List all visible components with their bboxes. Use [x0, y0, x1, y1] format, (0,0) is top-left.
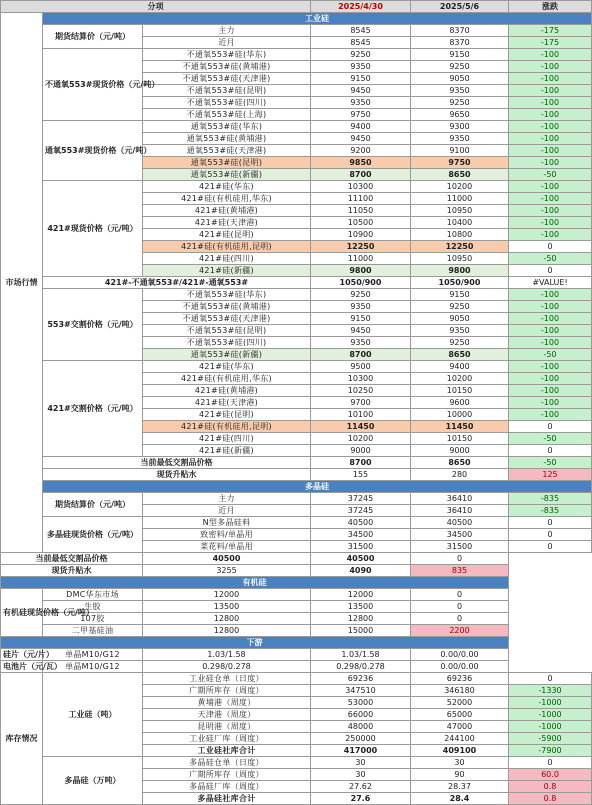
row-label: 不通氧553#硅(黄埔港)	[143, 61, 311, 73]
table-row	[1, 493, 592, 505]
change-value: -100	[509, 109, 592, 121]
row-label: 天津港（周度）	[143, 709, 311, 721]
row-label: 421#硅(天津港)	[143, 217, 311, 229]
change-value: -100	[509, 205, 592, 217]
value-date-2: 9250	[411, 97, 509, 109]
change-value: -1000	[509, 721, 592, 733]
value-date-2: 8650	[411, 457, 509, 469]
section-label: 不通氧553#现货价格（元/吨）	[43, 49, 143, 121]
group-inventory: 库存情况	[1, 673, 43, 805]
header-row	[1, 1, 592, 13]
value-date-1: 155	[311, 469, 411, 481]
value-date-2: 9150	[411, 49, 509, 61]
change-value: -835	[509, 505, 592, 517]
band-row	[1, 13, 592, 25]
value-date-2: 52000	[411, 697, 509, 709]
value-date-2: 40500	[311, 553, 411, 565]
value-date-2: 10950	[411, 205, 509, 217]
row-label: 当前最低交割品价格	[1, 553, 143, 565]
value-date-1: 11450	[311, 421, 411, 433]
change-value: 0	[411, 601, 509, 613]
value-date-1: 0.298/0.278	[143, 661, 311, 673]
value-date-2: 9250	[411, 61, 509, 73]
row-label: 现货升贴水	[1, 565, 143, 577]
row-label: 不通氧553#硅(上海)	[143, 109, 311, 121]
change-value: 0	[509, 757, 592, 769]
section-label: 有机硅现货价格（元/吨）	[1, 589, 43, 637]
value-date-1: 12000	[143, 589, 311, 601]
section-label: 工业硅（吨）	[43, 673, 143, 757]
row-label: N型多晶硅料	[143, 517, 311, 529]
summary-row	[1, 469, 592, 481]
value-date-1: 9350	[311, 97, 411, 109]
value-date-2: 9350	[411, 325, 509, 337]
value-date-1: 40500	[143, 553, 311, 565]
band-poly: 多晶硅	[43, 481, 592, 493]
row-label: 通氧553#硅(新疆)	[143, 169, 311, 181]
value-date-2: 10200	[411, 181, 509, 193]
row-label: 黄埔港（周度）	[143, 697, 311, 709]
value-date-1: 9450	[311, 133, 411, 145]
row-label: 107胶	[43, 613, 143, 625]
value-date-1: 9000	[311, 445, 411, 457]
value-date-2: 10150	[411, 385, 509, 397]
change-value: 0	[509, 445, 592, 457]
value-date-2: 9650	[411, 109, 509, 121]
change-value: -1330	[509, 685, 592, 697]
value-date-2: 9350	[411, 133, 509, 145]
row-label: 不通氧553#硅(四川)	[143, 97, 311, 109]
change-value: 0.00/0.00	[411, 649, 509, 661]
change-value: 0.8	[509, 781, 592, 793]
row-label: 工业硅仓单（日度）	[143, 673, 311, 685]
row-label: 421#硅(华东)	[143, 181, 311, 193]
section-label: 多晶硅现货价格（元/吨）	[43, 517, 143, 553]
change-value: -100	[509, 217, 592, 229]
row-label: 421#硅(四川)	[143, 253, 311, 265]
change-value: 835	[411, 565, 509, 577]
row-label: 生胶	[43, 601, 143, 613]
row-label: 多晶硅厂库（周度）	[143, 781, 311, 793]
row-label: 421#-不通氧553#/421#-通氧553#	[43, 277, 311, 289]
header-date-1: 2025/4/30	[311, 1, 411, 13]
value-date-2: 346180	[411, 685, 509, 697]
value-date-1: 8700	[311, 169, 411, 181]
value-date-2: 36410	[411, 505, 509, 517]
row-label: 工业硅社库合计	[143, 745, 311, 757]
row-label: 通氧553#硅(天津港)	[143, 145, 311, 157]
value-date-2: 28.4	[411, 793, 509, 805]
value-date-1: 69236	[311, 673, 411, 685]
header-change: 涨跌	[509, 1, 592, 13]
table-row	[1, 289, 592, 301]
value-date-1: 9700	[311, 397, 411, 409]
value-date-2: 10150	[411, 433, 509, 445]
value-date-2: 0.298/0.278	[311, 661, 411, 673]
row-label: 单晶M10/G12	[43, 661, 143, 673]
change-value: -100	[509, 61, 592, 73]
change-value: -100	[509, 193, 592, 205]
value-date-1: 11050	[311, 205, 411, 217]
spread-row	[1, 277, 592, 289]
value-date-1: 1.03/1.58	[143, 649, 311, 661]
value-date-1: 13500	[143, 601, 311, 613]
value-date-2: 1.03/1.58	[311, 649, 411, 661]
change-value: -50	[509, 169, 592, 181]
table-row	[1, 601, 592, 613]
value-date-2: 90	[411, 769, 509, 781]
value-date-1: 37245	[311, 493, 411, 505]
change-value: -100	[509, 145, 592, 157]
row-label: 不通氧553#硅(天津港)	[143, 313, 311, 325]
value-date-2: 12800	[311, 613, 411, 625]
value-date-1: 11000	[311, 253, 411, 265]
row-label: 主力	[143, 493, 311, 505]
table-row	[1, 757, 592, 769]
value-date-2: 10800	[411, 229, 509, 241]
value-date-1: 8545	[311, 37, 411, 49]
value-date-2: 36410	[411, 493, 509, 505]
value-date-2: 34500	[411, 529, 509, 541]
table-row	[1, 361, 592, 373]
change-value: 0	[411, 589, 509, 601]
value-date-2: 9600	[411, 397, 509, 409]
value-date-1: 12800	[143, 613, 311, 625]
value-date-2: 10950	[411, 253, 509, 265]
value-date-1: 10900	[311, 229, 411, 241]
value-date-1: 9750	[311, 109, 411, 121]
value-date-1: 9350	[311, 337, 411, 349]
row-label: 通氧553#硅(华东)	[143, 121, 311, 133]
row-label: 421#硅(天津港)	[143, 397, 311, 409]
section-label: 期货结算价（元/吨）	[43, 493, 143, 517]
value-date-2: 8370	[411, 37, 509, 49]
header-date-2: 2025/5/6	[411, 1, 509, 13]
value-date-1: 34500	[311, 529, 411, 541]
row-label: 通氧553#硅(新疆)	[143, 349, 311, 361]
change-value: 60.0	[509, 769, 592, 781]
table-row	[1, 121, 592, 133]
section-label: 421#现货价格（元/吨）	[43, 181, 143, 277]
change-value: -100	[509, 385, 592, 397]
value-date-2: 47000	[411, 721, 509, 733]
table-row	[1, 589, 592, 601]
value-date-1: 12800	[143, 625, 311, 637]
change-value: 0.00/0.00	[411, 661, 509, 673]
value-date-1: 417000	[311, 745, 411, 757]
row-label: 现货升贴水	[43, 469, 311, 481]
value-date-1: 30	[311, 757, 411, 769]
value-date-1: 8545	[311, 25, 411, 37]
row-label: 近月	[143, 505, 311, 517]
change-value: 125	[509, 469, 592, 481]
value-date-1: 10300	[311, 181, 411, 193]
change-value: 0	[509, 421, 592, 433]
change-value: -100	[509, 361, 592, 373]
row-label: 广期所库存（周度）	[143, 685, 311, 697]
row-label: 工业硅厂库（周度）	[143, 733, 311, 745]
row-label: 多晶硅社库合计	[143, 793, 311, 805]
value-date-2: 8650	[411, 349, 509, 361]
value-date-2: 10200	[411, 373, 509, 385]
row-label: 421#硅(四川)	[143, 433, 311, 445]
value-date-1: 31500	[311, 541, 411, 553]
value-date-2: 9050	[411, 313, 509, 325]
value-date-2: 69236	[411, 673, 509, 685]
change-value: 0	[411, 553, 509, 565]
value-date-2: 10000	[411, 409, 509, 421]
value-date-1: 9450	[311, 85, 411, 97]
change-value: 0	[509, 541, 592, 553]
value-date-1: 27.6	[311, 793, 411, 805]
row-label: 421#硅(新疆)	[143, 445, 311, 457]
change-value: -100	[509, 229, 592, 241]
value-date-2: 409100	[411, 745, 509, 757]
section-label: 期货结算价（元/吨）	[43, 25, 143, 49]
row-label: 通氧553#硅(昆明)	[143, 157, 311, 169]
change-value: 0.8	[509, 793, 592, 805]
summary-row	[1, 457, 592, 469]
row-label: 不通氧553#硅(昆明)	[143, 325, 311, 337]
change-value: -1000	[509, 697, 592, 709]
summary-row	[1, 565, 592, 577]
row-label: 421#硅(新疆)	[143, 265, 311, 277]
section-label: 电池片（元/瓦）	[1, 661, 43, 673]
change-value: #VALUE!	[509, 277, 592, 289]
value-date-1: 10200	[311, 433, 411, 445]
section-label: 553#交割价格（元/吨）	[43, 289, 143, 361]
band-industrial: 工业硅	[43, 13, 592, 25]
change-value: -100	[509, 337, 592, 349]
section-label: 多晶硅（万吨）	[43, 757, 143, 805]
value-date-2: 40500	[411, 517, 509, 529]
group-market: 市场行情	[1, 13, 43, 553]
change-value: -100	[509, 325, 592, 337]
value-date-1: 1050/900	[311, 277, 411, 289]
row-label: 昆明港（周度）	[143, 721, 311, 733]
value-date-1: 30	[311, 769, 411, 781]
value-date-2: 4090	[311, 565, 411, 577]
value-date-2: 31500	[411, 541, 509, 553]
row-label: 421#硅(有机硅用,华东)	[143, 193, 311, 205]
table-row	[1, 181, 592, 193]
band-silicone: 有机硅	[1, 577, 509, 589]
row-label: 二甲基硅油	[43, 625, 143, 637]
value-date-2: 9150	[411, 289, 509, 301]
band-row	[1, 637, 592, 649]
row-label: 近月	[143, 37, 311, 49]
value-date-1: 9350	[311, 61, 411, 73]
value-date-2: 11000	[411, 193, 509, 205]
value-date-1: 10250	[311, 385, 411, 397]
table-row	[1, 661, 592, 673]
value-date-2: 9000	[411, 445, 509, 457]
value-date-2: 1050/900	[411, 277, 509, 289]
value-date-1: 9850	[311, 157, 411, 169]
value-date-2: 65000	[411, 709, 509, 721]
value-date-2: 8370	[411, 25, 509, 37]
value-date-1: 8700	[311, 457, 411, 469]
summary-row	[1, 553, 592, 565]
change-value: -100	[509, 373, 592, 385]
value-date-1: 9150	[311, 313, 411, 325]
row-label: 不通氧553#硅(华东)	[143, 289, 311, 301]
value-date-2: 9800	[411, 265, 509, 277]
value-date-1: 9450	[311, 325, 411, 337]
value-date-1: 12250	[311, 241, 411, 253]
change-value: -50	[509, 433, 592, 445]
value-date-1: 48000	[311, 721, 411, 733]
value-date-2: 9100	[411, 145, 509, 157]
value-date-1: 9500	[311, 361, 411, 373]
row-label: 不通氧553#硅(四川)	[143, 337, 311, 349]
value-date-1: 9350	[311, 301, 411, 313]
change-value: 0	[411, 613, 509, 625]
value-date-2: 12250	[411, 241, 509, 253]
row-label: 不通氧553#硅(天津港)	[143, 73, 311, 85]
change-value: -50	[509, 349, 592, 361]
change-value: -100	[509, 409, 592, 421]
row-label: 主力	[143, 25, 311, 37]
band-row	[1, 577, 592, 589]
row-label: 不通氧553#硅(华东)	[143, 49, 311, 61]
row-label: 421#硅(有机硅用,华东)	[143, 373, 311, 385]
table-row	[1, 649, 592, 661]
change-value: -175	[509, 37, 592, 49]
value-date-1: 9150	[311, 73, 411, 85]
value-date-1: 10500	[311, 217, 411, 229]
change-value: -100	[509, 313, 592, 325]
value-date-1: 9800	[311, 265, 411, 277]
row-label: 421#硅(昆明)	[143, 409, 311, 421]
band-row	[1, 481, 592, 493]
change-value: 0	[509, 241, 592, 253]
row-label: 421#硅(昆明)	[143, 229, 311, 241]
table-row	[1, 49, 592, 61]
change-value: 0	[509, 673, 592, 685]
value-date-2: 9400	[411, 361, 509, 373]
value-date-2: 280	[411, 469, 509, 481]
change-value: 2200	[411, 625, 509, 637]
change-value: -50	[509, 457, 592, 469]
change-value: 0	[509, 265, 592, 277]
row-label: 致密料/单晶用	[143, 529, 311, 541]
change-value: -100	[509, 289, 592, 301]
table-row	[1, 517, 592, 529]
change-value: -175	[509, 25, 592, 37]
change-value: -835	[509, 493, 592, 505]
row-label: 单晶M10/G12	[43, 649, 143, 661]
row-label: 广期所库存（周度）	[143, 769, 311, 781]
value-date-2: 244100	[411, 733, 509, 745]
row-label: DMC华东市场	[43, 589, 143, 601]
row-label: 421#硅(黄埔港)	[143, 205, 311, 217]
row-label: 多晶硅仓单（日度）	[143, 757, 311, 769]
change-value: -50	[509, 253, 592, 265]
value-date-2: 12000	[311, 589, 411, 601]
table-row	[1, 625, 592, 637]
value-date-1: 8700	[311, 349, 411, 361]
row-label: 421#硅(有机硅用,昆明)	[143, 421, 311, 433]
section-label: 通氧553#现货价格（元/吨）	[43, 121, 143, 181]
value-date-2: 9050	[411, 73, 509, 85]
value-date-1: 10100	[311, 409, 411, 421]
value-date-2: 11450	[411, 421, 509, 433]
change-value: -7900	[509, 745, 592, 757]
change-value: -100	[509, 85, 592, 97]
value-date-1: 250000	[311, 733, 411, 745]
value-date-1: 53000	[311, 697, 411, 709]
change-value: -100	[509, 97, 592, 109]
table-row	[1, 613, 592, 625]
section-label: 硅片（元/片）	[1, 649, 43, 661]
value-date-2: 8650	[411, 169, 509, 181]
value-date-1: 11100	[311, 193, 411, 205]
change-value: 0	[509, 517, 592, 529]
value-date-2: 15000	[311, 625, 411, 637]
value-date-1: 10300	[311, 373, 411, 385]
row-label: 421#硅(华东)	[143, 361, 311, 373]
value-date-2: 9750	[411, 157, 509, 169]
change-value: -5900	[509, 733, 592, 745]
change-value: 0	[509, 529, 592, 541]
value-date-2: 9250	[411, 337, 509, 349]
value-date-2: 9300	[411, 121, 509, 133]
section-label: 421#交割价格（元/吨）	[43, 361, 143, 457]
band-downstream: 下游	[1, 637, 509, 649]
row-label: 当前最低交割品价格	[43, 457, 311, 469]
change-value: -100	[509, 73, 592, 85]
change-value: -1000	[509, 709, 592, 721]
value-date-1: 66000	[311, 709, 411, 721]
change-value: -100	[509, 397, 592, 409]
change-value: -100	[509, 157, 592, 169]
value-date-1: 40500	[311, 517, 411, 529]
row-label: 421#硅(有机硅用,昆明)	[143, 241, 311, 253]
value-date-2: 13500	[311, 601, 411, 613]
change-value: -100	[509, 49, 592, 61]
value-date-2: 9350	[411, 85, 509, 97]
table-row	[1, 25, 592, 37]
value-date-2: 30	[411, 757, 509, 769]
table-row	[1, 673, 592, 685]
row-label: 菜花料/单晶用	[143, 541, 311, 553]
value-date-1: 27.62	[311, 781, 411, 793]
header-item: 分项	[1, 1, 311, 13]
value-date-1: 9250	[311, 49, 411, 61]
value-date-1: 9200	[311, 145, 411, 157]
row-label: 通氧553#硅(黄埔港)	[143, 133, 311, 145]
value-date-1: 347510	[311, 685, 411, 697]
change-value: -100	[509, 133, 592, 145]
change-value: -100	[509, 301, 592, 313]
row-label: 421#硅(黄埔港)	[143, 385, 311, 397]
value-date-2: 9250	[411, 301, 509, 313]
value-date-1: 37245	[311, 505, 411, 517]
value-date-2: 10400	[411, 217, 509, 229]
value-date-1: 9400	[311, 121, 411, 133]
row-label: 不通氧553#硅(黄埔港)	[143, 301, 311, 313]
change-value: -100	[509, 121, 592, 133]
value-date-1: 9250	[311, 289, 411, 301]
value-date-1: 3255	[143, 565, 311, 577]
row-label: 不通氧553#硅(昆明)	[143, 85, 311, 97]
value-date-2: 28.37	[411, 781, 509, 793]
change-value: -100	[509, 181, 592, 193]
